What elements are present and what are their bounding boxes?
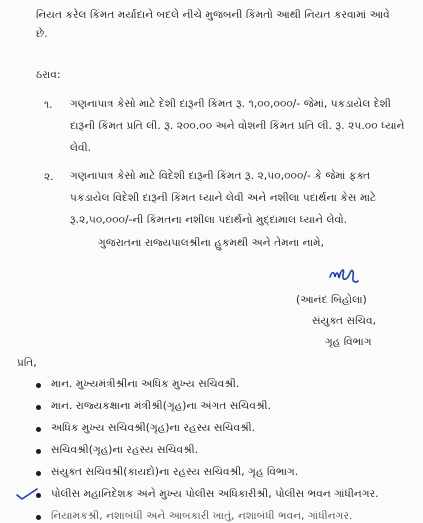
intro-line-2: છે.: [36, 28, 48, 40]
recipient-2: માન. રાજ્યકક્ષાના મંત્રીશ્રી(ગૃહ)ના અંગત સચિવશ્રી.: [51, 400, 272, 412]
recipient-6: પોલીસ મહાનિદેશક અને મુખ્ય પોલીસ અધિકારીશ્રી, પોલીસ ભવન ગાંધીનગર.: [51, 488, 379, 500]
bullet-5: [36, 471, 41, 476]
item-1-number: ૧.: [44, 99, 53, 111]
bullet-7: [36, 515, 41, 520]
recipient-5: સંયુક્ત સચિવશ્રી(કાયદો)ના રહસ્ય સચિવશ્રી, ગૃહ વિભાગ.: [51, 466, 299, 478]
bullet-3: [36, 427, 41, 432]
resolution-label: ઠરાવ:: [36, 69, 61, 81]
item-1-line-1: ગણનાપાત્ર કેસો માટે દેશી દારૂની કિંમત રૂ. ૧,૦૦,૦૦૦/- જેમાં, પકડાયેલ દેશી: [70, 98, 391, 110]
bullet-1: [36, 383, 41, 388]
signature-mark: [328, 263, 360, 285]
intro-line-1: નિયત કરેલ કિંમત મર્યાદાને બદલે નીચે મુજબની કિંમતો આથી નિયત કરવામાં આવે: [36, 9, 390, 21]
handwritten-tick-icon: [16, 487, 38, 501]
bullet-4: [36, 449, 41, 454]
bullet-6: [36, 493, 41, 498]
recipient-4: સચિવશ્રી(ગૃહ)ના રહસ્ય સચિવશ્રી.: [51, 444, 199, 456]
signatory-designation: સંયુક્ત સચિવ,: [312, 315, 377, 327]
copy-to-label: પ્રતિ,: [17, 357, 37, 369]
governor-order: ગુજરાતના રાજ્યપાલશ્રીના હુકમથી અને તેમના નામે,: [98, 237, 325, 249]
recipient-3: અધિક મુખ્ય સચિવશ્રી(ગૃહ)ના રહસ્ય સચિવશ્રી.: [51, 422, 256, 434]
item-2-line-1: ગણનાપાત્ર કેસો માટે વિદેશી દારૂની કિંમત રૂ. ૨,૫૦,૦૦૦/- કે જેમાં ફક્ત: [70, 170, 371, 182]
item-2-line-2: પકડાયેલ વિદેશી દારૂની કિંમત ધ્યાને લેવી અને નશીલા પદાર્થના કેસ માટે: [70, 192, 377, 204]
recipient-7: નિયામકશ્રી, નશાબંધી અને આબકારી ખાતું, નશાબંધી ભવન, ગાંધીનગર.: [51, 510, 353, 522]
signatory-department: ગૃહ વિભાગ: [325, 336, 372, 348]
bullet-2: [36, 405, 41, 410]
item-2-line-3: રૂ.૨,૫૦,૦૦૦/-ની કિંમતના નશીલા પદાર્થનો મુદ્દામાલ ધ્યાને લેવો.: [70, 214, 348, 226]
item-1-line-3: લેવી.: [70, 142, 92, 154]
recipient-1: માન. મુખ્યમંત્રીશ્રીના અધિક મુખ્ય સચિવશ્રી.: [51, 378, 240, 390]
item-1-line-2: દારૂની કિંમત પ્રતિ લી. રૂ. ૨૦૦.૦૦ અને વોશની કિંમત પ્રતિ લી. રૂ. ૨૫.૦૦ ધ્યાને: [70, 120, 405, 132]
item-2-number: ૨.: [44, 171, 54, 183]
signatory-name: (આનંદ બિહોલા): [296, 294, 367, 306]
